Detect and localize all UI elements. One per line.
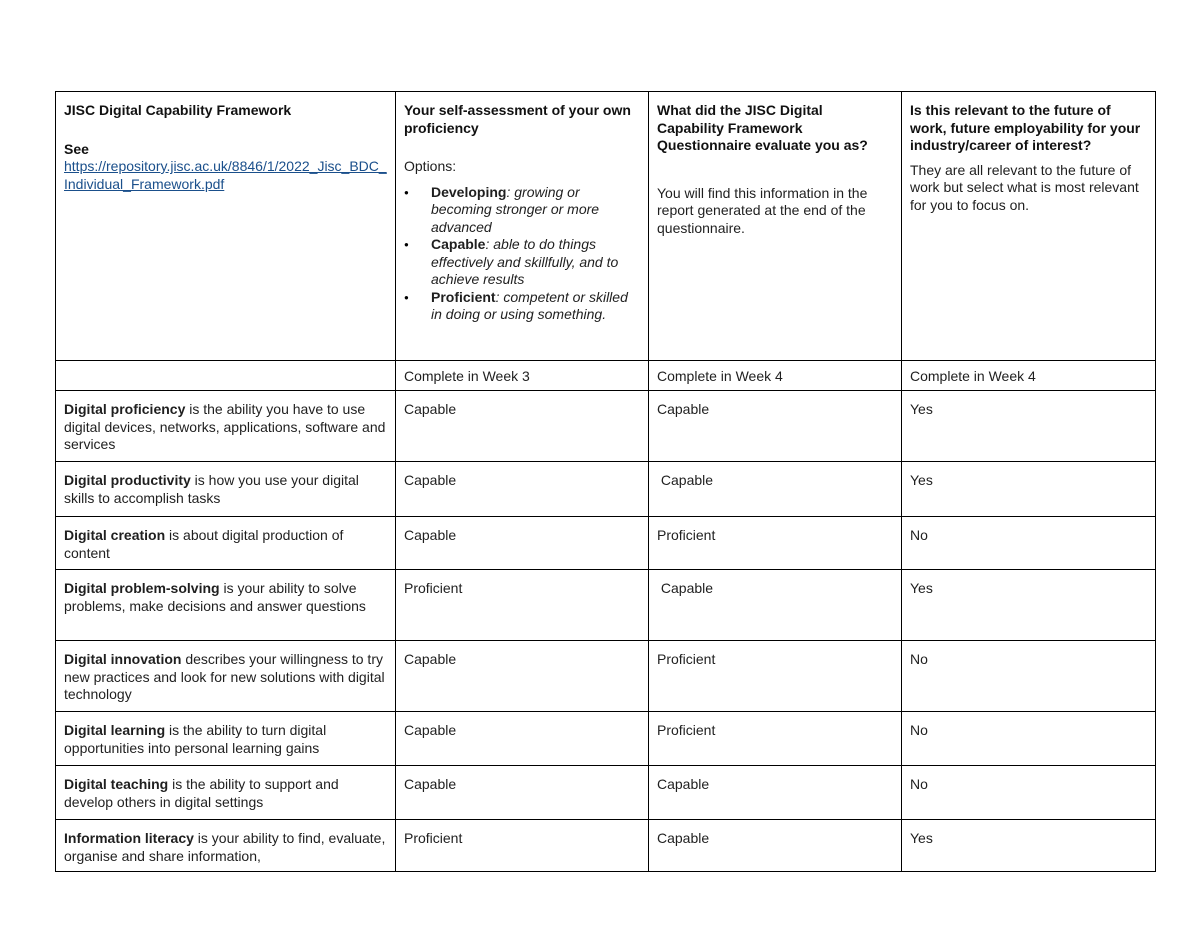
table-row	[56, 462, 1156, 517]
table-row	[56, 641, 1156, 712]
jisc-evaluation-cell: Capable	[649, 570, 902, 641]
relevance-cell: Yes	[902, 462, 1156, 517]
capability-cell: Information literacy is your ability to find, evaluate, organise and share information,	[56, 820, 396, 872]
subheader-cell: Complete in Week 3	[396, 361, 649, 391]
header-framework-title: JISC Digital Capability Framework	[64, 102, 292, 118]
self-assessment-cell: Proficient	[396, 820, 649, 872]
jisc-evaluation-cell: Capable	[649, 820, 902, 872]
jisc-evaluation-cell: Proficient	[649, 517, 902, 570]
options-list	[404, 184, 640, 324]
header-framework	[56, 92, 396, 361]
relevance-cell: No	[902, 517, 1156, 570]
jisc-evaluation-cell: Proficient	[649, 712, 902, 766]
option-proficient: ● Proficient: competent or skilled in doing or using something.	[431, 289, 640, 324]
jisc-evaluation-cell: Proficient	[649, 641, 902, 712]
relevance-cell: Yes	[902, 391, 1156, 462]
header-self-assessment-title: Your self-assessment of your own proficiency	[404, 102, 631, 136]
header-jisc-evaluation-title: What did the JISC Digital Capability Framework Questionnaire evaluate you as?	[657, 102, 868, 153]
capability-cell: Digital productivity is how you use your digital skills to accomplish tasks	[56, 462, 396, 517]
subheader-cell	[56, 361, 396, 391]
option-capable: ● Capable: able to do things effectively and skillfully, and to achieve results	[431, 236, 640, 289]
relevance-cell: No	[902, 712, 1156, 766]
subheader-cell: Complete in Week 4	[649, 361, 902, 391]
table-row	[56, 766, 1156, 820]
table-row	[56, 517, 1156, 570]
table-row	[56, 391, 1156, 462]
see-label: See	[64, 140, 89, 157]
header-jisc-evaluation	[649, 92, 902, 361]
relevance-note: They are all relevant to the future of work but select what is most relevant for you to focus on.	[910, 161, 1139, 213]
relevance-cell: Yes	[902, 570, 1156, 641]
header-relevance	[902, 92, 1156, 361]
capability-cell: Digital proficiency is the ability you have to use digital devices, networks, applications, software and services	[56, 391, 396, 462]
table-row	[56, 820, 1156, 872]
capability-cell: Digital creation is about digital production of content	[56, 517, 396, 570]
self-assessment-cell: Capable	[396, 462, 649, 517]
table-row	[56, 570, 1156, 641]
jisc-evaluation-note: You will find this information in the report generated at the end of the questionnaire.	[657, 184, 868, 236]
subheader-cell: Complete in Week 4	[902, 361, 1156, 391]
subheader-row	[56, 361, 1156, 391]
header-row	[56, 92, 1156, 361]
self-assessment-cell: Capable	[396, 517, 649, 570]
header-self-assessment	[396, 92, 649, 361]
relevance-cell: No	[902, 641, 1156, 712]
jisc-evaluation-cell: Capable	[649, 766, 902, 820]
self-assessment-cell: Capable	[396, 391, 649, 462]
capability-cell: Digital innovation describes your willingness to try new practices and look for new solutions with digital technology	[56, 641, 396, 712]
capability-cell: Digital teaching is the ability to support and develop others in digital settings	[56, 766, 396, 820]
header-relevance-title: Is this relevant to the future of work, future employability for your industry/career of interest?	[910, 102, 1141, 153]
table-row	[56, 712, 1156, 766]
options-label: Options:	[404, 158, 457, 174]
relevance-cell: No	[902, 766, 1156, 820]
capability-cell: Digital learning is the ability to turn digital opportunities into personal learning gains	[56, 712, 396, 766]
jisc-evaluation-cell: Capable	[649, 462, 902, 517]
jisc-evaluation-cell: Capable	[649, 391, 902, 462]
option-developing: ● Developing: growing or becoming stronger or more advanced	[431, 184, 640, 237]
self-assessment-cell: Capable	[396, 641, 649, 712]
capability-table	[55, 91, 1156, 872]
self-assessment-cell: Capable	[396, 712, 649, 766]
framework-link[interactable]: https://repository.jisc.ac.uk/8846/1/2022_Jisc_BDC_Individual_Framework.pdf	[64, 158, 387, 192]
self-assessment-cell: Capable	[396, 766, 649, 820]
self-assessment-cell: Proficient	[396, 570, 649, 641]
capability-cell: Digital problem-solving is your ability to solve problems, make decisions and answer questions	[56, 570, 396, 641]
relevance-cell: Yes	[902, 820, 1156, 872]
